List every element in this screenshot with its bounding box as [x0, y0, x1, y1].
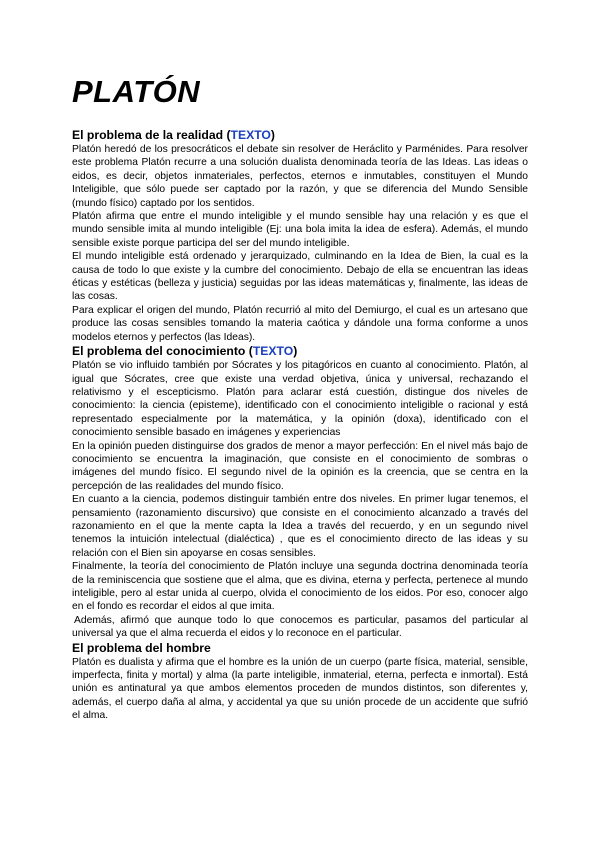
- section-heading: El problema del hombre: [72, 640, 211, 655]
- section-heading-text: El problema de la realidad: [72, 128, 224, 142]
- paragraph: Platón es dualista y afirma que el hombre es la unión de un cuerpo (parte física, material, sensible, imperfecta, finita y mortal) y alma (la parte inteligible, inmaterial, eterna, perfecta e inmortal). Está unión es antinatural ya que ambos elementos proceden de mundos distintos, son diferentes y, además, el cuerpo daña al alma, y accidental ya que su unión procede de un accidente que sufrió el alma.: [72, 656, 528, 722]
- paragraph: Finalmente, la teoría del conocimiento de Platón incluye una segunda doctrina denominada teoría de la reminiscencia que sostiene que el alma, que es divina, eterna y perfecta, pertenece al mundo inteligible, pero al estar unida al cuerpo, olvida el conocimiento de los eidos. Por eso, conocer algo en el fondo es recordar el eidos al que imita.: [72, 561, 528, 613]
- paragraph: El mundo inteligible está ordenado y jerarquizado, culminando en la Idea de Bien, la cual es la causa de todo lo que existe y la cumbre del conocimiento. Debajo de ella se encuentran las ideas éticas y estéticas (belleza y justicia) seguidas por las ideas matemáticas y, finalmente, las ideas de las cosas.: [72, 251, 528, 303]
- section-heading: El problema del conocimiento (TEXTO): [72, 344, 298, 359]
- section-heading: El problema de la realidad (TEXTO): [72, 128, 275, 142]
- section-heading-text: El problema del conocimiento: [72, 344, 246, 359]
- paragraph: Platón heredó de los presocráticos el debate sin resolver de Heráclito y Parménides. Para resolver este problema Platón recurre a una solución dualista denominada teoría de las Ideas. Las ideas o eidos, es decir, objetos inmateriales, perfectos, eternos e inmutables, constituyen el Mundo Inteligible, que sólo puede ser captado por la razón, y que se diferencia del Mundo Sensible (mundo físico) captado por los sentidos.: [72, 144, 528, 209]
- section-realidad: [72, 128, 528, 344]
- page-title: PLATÓN: [72, 74, 201, 109]
- section-conocimiento: [72, 344, 528, 641]
- paragraph: En cuanto a la ciencia, podemos distinguir también entre dos niveles. En primer lugar tenemos, el pensamiento (razonamiento discursivo) que consiste en el conocimiento alcanzado a través del razonamiento en el que la mente capta la Idea a través del recuerdo, y en un segundo nivel tenemos la intuición intelectual (dialéctica) , que es el conocimiento directo de las ideas y su relación con el Bien sin apoyarse en cosas sensibles.: [72, 494, 528, 559]
- paragraph: Para explicar el origen del mundo, Platón recurrió al mito del Demiurgo, el cual es un artesano que produce las cosas sensibles tomando la materia caótica y dándole una forma conforme a unos modelos eternos y perfectos (las Ideas).: [72, 304, 528, 343]
- paragraph: Platón se vio influido también por Sócrates y los pitagóricos en cuanto al conocimiento. Platón, al igual que Sócrates, cree que existe una verdad objetiva, única y universal, rechazando el relativismo y el escepticismo. Platón para aclarar está cuestión, distingue dos niveles de conocimiento: la ciencia (episteme), identificado con el conocimiento inteligible o racional y está representado especialmente por la matemática, y la opinión (doxa), identificado con el conocimiento sensible basado en imágenes y experiencias: [72, 360, 528, 439]
- paragraph: Platón afirma que entre el mundo inteligible y el mundo sensible hay una relación y es que el mundo sensible imita al mundo inteligible (Ej: una bola imita la idea de esfera). Además, el mundo sensible existe porque participa del ser del mundo inteligible.: [72, 211, 528, 249]
- section-hombre: [72, 641, 528, 723]
- texto-link[interactable]: TEXTO: [252, 344, 294, 359]
- paragraph: En la opinión pueden distinguirse dos grados de menor a mayor perfección: En el nivel más bajo de conocimiento se encuentra la imaginación, que consiste en el conocimiento de sombras o imágenes del mundo físico. El segundo nivel de la opinión es la creencia, que se centra en la percepción de las realidades del mundo físico.: [72, 440, 528, 492]
- document-page: [72, 74, 528, 723]
- paragraph: Además, afirmó que aunque todo lo que conocemos es particular, pasamos del particular al universal ya que el alma recuerda el eidos y lo reconoce en el particular.: [72, 614, 528, 640]
- texto-link[interactable]: TEXTO: [230, 128, 271, 142]
